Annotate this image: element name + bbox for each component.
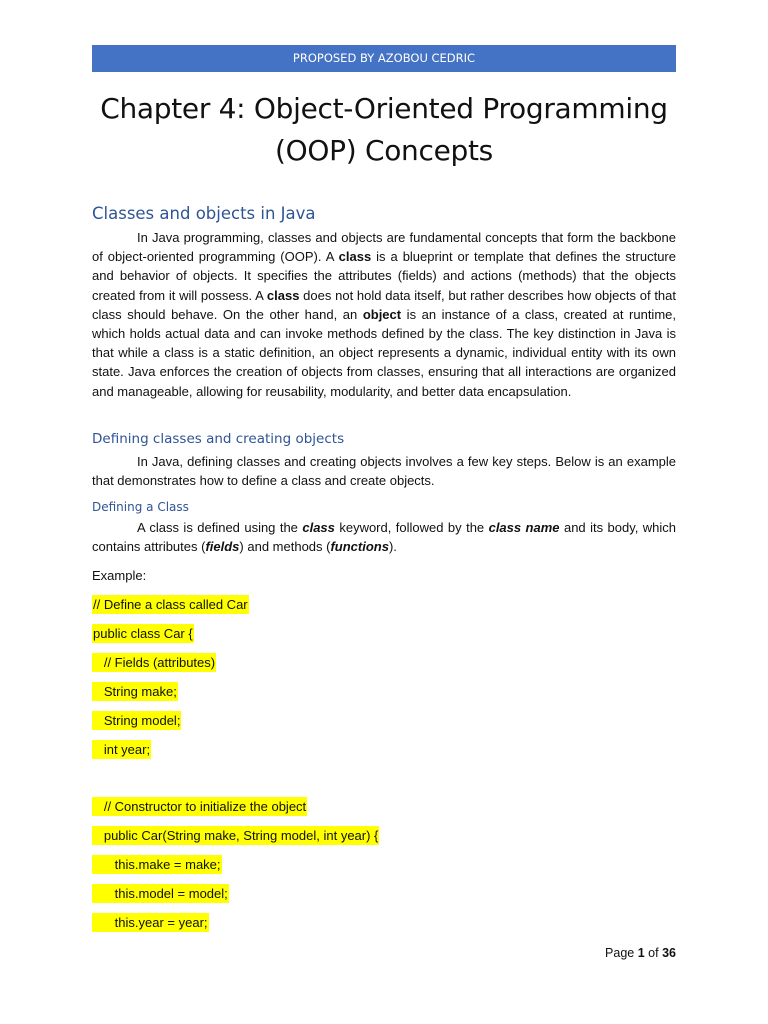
code-line: // Constructor to initialize the object bbox=[93, 799, 307, 814]
code-line: // Define a class called Car bbox=[93, 597, 248, 612]
bold-term-class: class bbox=[266, 287, 300, 303]
paragraph-defining-a-class bbox=[92, 518, 676, 556]
page-number: 1 bbox=[637, 946, 645, 960]
text-run: is an instance of a class, created at runtime, which holds actual data and can invoke methods defined by the class. The key distinction in Java is that while a class is a static definition, an object represents a dynamic, individual entity with its own state. Java enforces the creation of objects from classes, ensuring that all interactions are organized and manageable, allowing for reusability, modularity, and better data encapsulation. bbox=[92, 306, 676, 399]
chapter-title-line-2: (OOP) Concepts bbox=[275, 134, 493, 167]
section-heading-defining-classes: Defining classes and creating objects bbox=[92, 431, 345, 447]
header-banner: PROPOSED BY AZOBOU CEDRIC bbox=[92, 45, 676, 72]
code-line: // Fields (attributes) bbox=[93, 655, 216, 670]
text-run: and its body, which contains attributes ( bbox=[92, 520, 677, 555]
example-label: Example: bbox=[92, 568, 147, 583]
code-line: String make; bbox=[93, 684, 177, 699]
chapter-title bbox=[92, 88, 676, 172]
subsection-heading-defining-a-class: Defining a Class bbox=[92, 500, 189, 514]
paragraph-defining-classes: In Java, defining classes and creating objects involves a few key steps. Below is an example that demonstrates how to define a class and create objects. bbox=[92, 454, 676, 489]
keyword-class-name: class name bbox=[488, 520, 560, 535]
keyword-class: class bbox=[302, 520, 335, 535]
code-line: public class Car { bbox=[93, 626, 193, 641]
text-run: ) and methods ( bbox=[239, 539, 331, 555]
of-label: of bbox=[648, 946, 659, 960]
total-pages: 36 bbox=[662, 946, 676, 960]
code-line: public Car(String make, String model, int year) { bbox=[93, 828, 379, 843]
text-run: In Java programming, classes and objects are fundamental concepts that form the backbone of object-oriented programming (OOP). A bbox=[92, 230, 676, 265]
code-line: this.year = year; bbox=[93, 915, 208, 930]
code-line: int year; bbox=[93, 742, 151, 757]
keyword-fields: fields bbox=[205, 539, 240, 555]
section-heading-classes-objects: Classes and objects in Java bbox=[92, 204, 316, 223]
code-line: String model; bbox=[93, 713, 181, 728]
paragraph-classes-objects bbox=[92, 228, 676, 401]
text-run: A class is defined using the bbox=[137, 520, 303, 535]
keyword-functions: functions bbox=[330, 539, 389, 555]
page-label: Page bbox=[605, 946, 635, 960]
text-run: keyword, followed by the bbox=[334, 520, 489, 535]
bold-term-object: object bbox=[362, 306, 402, 322]
code-line: this.make = make; bbox=[93, 857, 221, 872]
chapter-title-line-1: Chapter 4: Object-Oriented Programming bbox=[100, 92, 668, 125]
code-line: this.model = model; bbox=[93, 886, 228, 901]
page-footer bbox=[605, 946, 676, 960]
bold-term-class: class bbox=[338, 249, 372, 265]
text-run: ). bbox=[388, 539, 397, 555]
text-run: is a blueprint or template that defines the structure and behavior of objects. It specifies the attributes (fields) and actions (methods) that the objects created from it will possess. A bbox=[92, 249, 676, 303]
text-run: does not hold data itself, but rather describes how objects of that class should behave. On the other hand, an bbox=[92, 287, 677, 322]
